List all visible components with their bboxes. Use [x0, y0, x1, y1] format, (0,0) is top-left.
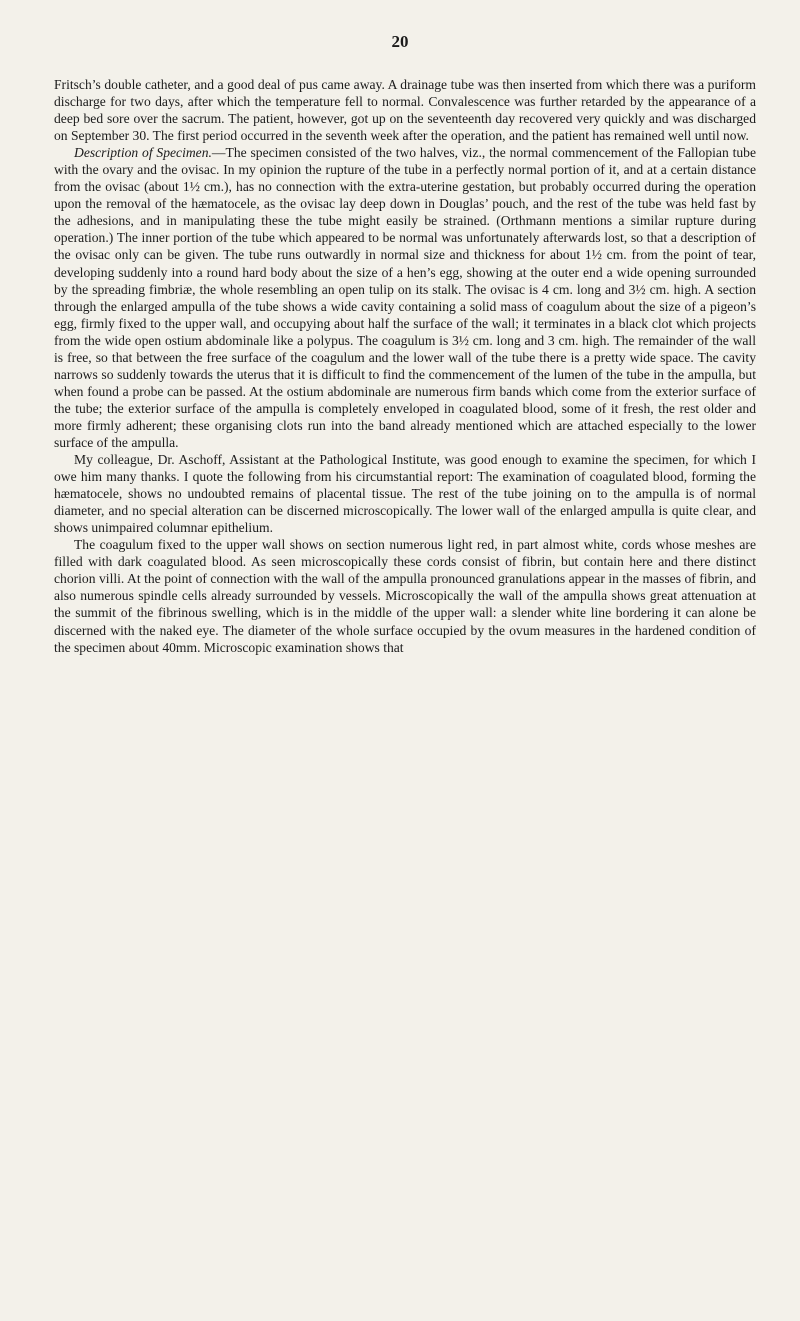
paragraph-aschoff-report: [54, 451, 756, 536]
paragraph-text: —The specimen consisted of the two halves, viz., the normal commencement of the Fallopian tube with the ovary and the ovisac. In my opinion the rupture of the tube in a perfectly normal portion of it, and at a certain distance from the ovisac (about 1½ cm.), has no connection with the extra-uterine gestation, but probably occurred during the operation upon the removal of the hæmatocele, as the ovisac lay deep down in Douglas’ pouch, and the rest of the tube was held fast by the adhesions, and in manipulating these the tube might easily be strained. (Orthmann mentions a similar rupture during operation.) The inner portion of the tube which appeared to be normal was unfortunately afterwards lost, so that a description of the ovisac only can be given. The tube runs outwardly in normal size and thickness for about 1½ cm. from the point of tear, developing suddenly into a round hard body about the size of a hen’s egg, showing at the outer end a wide opening surrounded by the spreading fimbriæ, the whole resembling an open tulip on its stalk. The ovisac is 4 cm. long and 3½ cm. high. A section through the enlarged ampulla of the tube shows a wide cavity containing a solid mass of coagulum about the size of a pigeon’s egg, firmly fixed to the upper wall, and occupying about half the surface of the wall; it terminates in a black clot which projects from the wide open ostium abdominale like a polypus. The coagulum is 3½ cm. long and 3 cm. high. The remainder of the wall is free, so that between the free surface of the coagulum and the lower wall of the tube there is a pretty wide space. The cavity narrows so suddenly towards the uterus that it is difficult to find the commencement of the lumen of the tube in the ampulla, but when found a probe can be passed. At the ostium abdominale are numerous firm bands which come from the exterior surface of the tube; the exterior surface of the ampulla is completely enveloped in coagulated blood, some of it fresh, the rest older and more firmly adherent; these organising clots run into the band already mentioned which are attached especially to the lower surface of the ampulla.: [54, 145, 756, 450]
paragraph-text: The coagulum fixed to the upper wall shows on section numerous light red, in part almost white, cords whose meshes are filled with dark coagulated blood. As seen microscopically these cords consist of fibrin, but contain here and there distinct chorion villi. At the point of connection with the wall of the ampulla pronounced granulations appear in the masses of fibrin, and also numerous spindle cells already surrounded by vessels. Microscopically the wall of the ampulla shows great attenuation at the summit of the fibrinous swelling, which is in the middle of the upper wall: a slender white line bordering it can alone be discerned with the naked eye. The diameter of the whole surface occupied by the ovum measures in the hardened condition of the specimen about 40mm. Microscopic examination shows that: [54, 537, 756, 655]
section-heading: Description of Specimen.: [74, 145, 212, 161]
paragraph-coagulum: [54, 536, 756, 655]
paragraph-text: My colleague, Dr. Aschoff, Assistant at the Pathological Institute, was good enough to examine the specimen, for which I owe him many thanks. I quote the following from his circumstantial report: The examination of coagulated blood, forming the hæmatocele, shows no undoubted remains of placental tissue. The rest of the tube joining on to the ampulla is of normal diameter, and no special alteration can be discerned microscopically. The lower wall of the enlarged ampulla is quite clear, and shows unimpaired columnar epithelium.: [54, 452, 756, 536]
page-number: 20: [391, 32, 409, 51]
body-text: [54, 76, 756, 656]
paragraph-text: Fritsch’s double catheter, and a good deal of pus came away. A drainage tube was then inserted from which there was a puriform discharge for two days, after which the temperature fell to normal. Convalescence was further retarded by the appearance of a deep bed sore over the sacrum. The patient, however, got up on the seventeenth day recovered very quickly and was discharged on September 30. The first period occurred in the seventh week after the operation, and the patient has remained well until now.: [54, 77, 756, 144]
paragraph-description-of-specimen: [54, 144, 756, 451]
paragraph-continuation: [54, 76, 756, 144]
